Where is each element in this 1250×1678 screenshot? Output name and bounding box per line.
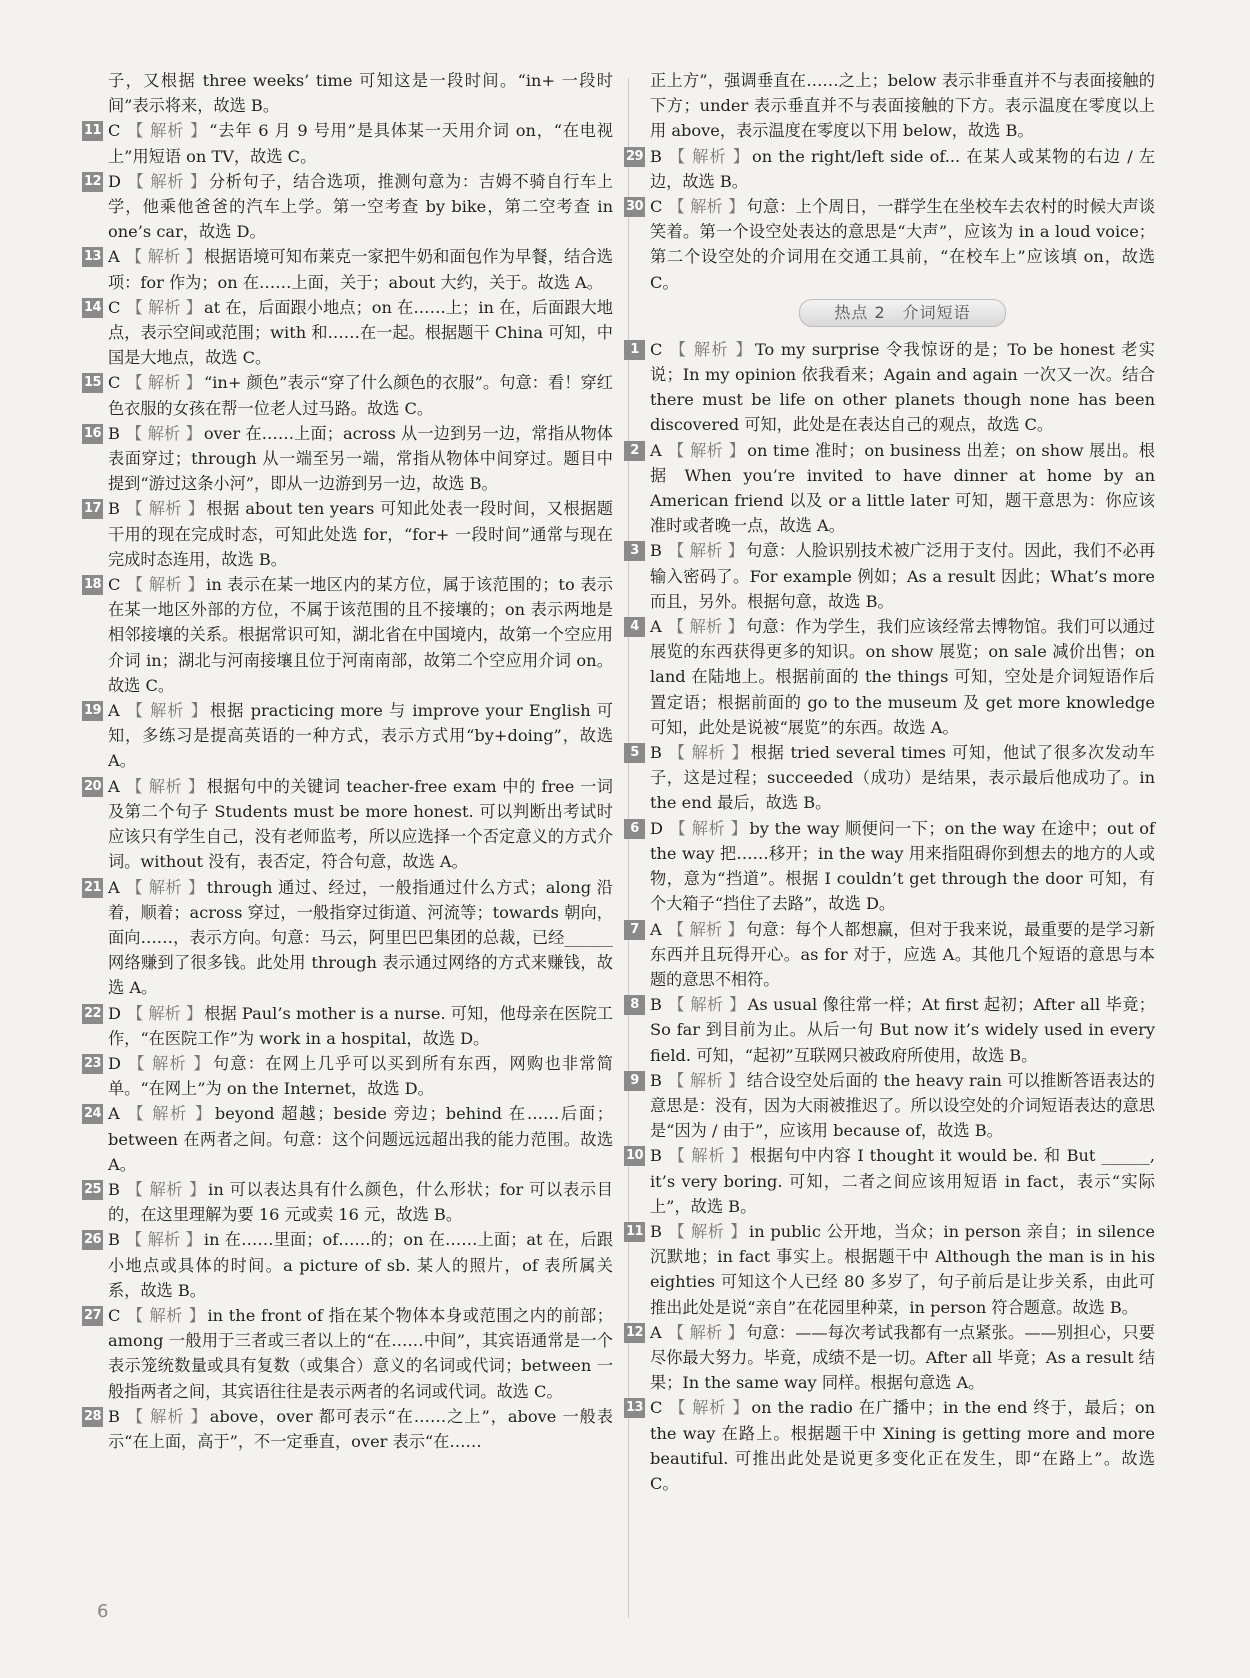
answer-letter: A bbox=[650, 440, 662, 460]
question-number: 22 bbox=[82, 1004, 103, 1024]
explanation-text: in 在……里面；of……的；on 在……上面；at 在，后跟小地点或具体的时间。a picture of sb. 某人的照片，of 表所属关系，故选 B。 bbox=[108, 1230, 613, 1300]
answer-letter: D bbox=[108, 1053, 121, 1073]
answer-letter: C bbox=[650, 197, 663, 217]
explanation-text: 根据 Paul’s mother is a nurse. 可知，他母亲在医院工作，“在医院工作”为 work in a hospital，故选 D。 bbox=[108, 1003, 613, 1048]
explanation-text: on the right/left side of... 在某人或某物的右边 / 左边，故选 B。 bbox=[650, 146, 1156, 191]
analysis-tag: 【 解析 】 bbox=[126, 297, 203, 317]
answer-entry bbox=[630, 538, 1156, 614]
question-number: 10 bbox=[624, 1146, 645, 1166]
answer-entry bbox=[630, 740, 1155, 816]
answer-letter: D bbox=[108, 171, 121, 191]
analysis-tag: 【 解析 】 bbox=[126, 121, 208, 141]
analysis-tag: 【 解析 】 bbox=[125, 499, 205, 519]
analysis-tag: 【 解析 】 bbox=[667, 995, 746, 1015]
right-column bbox=[625, 68, 1156, 1496]
explanation-text: through 通过、经过，一般指通过什么方式；along 沿着，顺着；across 穿过，一般指穿过街道、河流等；towards 朝向，面向……，表示方向。句意：马云，阿里巴巴集团的总裁，已经______网络赚到了很多钱。此处用 through 表示通过网络的方式来赚钱，故选 A。 bbox=[108, 877, 613, 998]
explanation-text: in 表示在某一地区内的某方位，属于该范围的；to 表示在某一地区外部的方位，不属于该范围的且不接壤的；on 表示两地是相邻接壤的关系。根据常识可知，湖北省在中国境内，故第一个空应用介词 in；湖北与河南接壤且位于河南南部，故第二个空应用介词 on。故选 C。 bbox=[108, 575, 613, 695]
explanation-text: “去年 6 月 9 号用”是具体某一天用介词 on，“在电视上”用短语 on TV，故选 C。 bbox=[108, 121, 613, 166]
analysis-tag: 【 解析 】 bbox=[667, 440, 746, 460]
answer-letter: C bbox=[650, 339, 663, 359]
answer-letter: C bbox=[108, 1305, 121, 1325]
answer-letter: B bbox=[650, 1070, 662, 1090]
answer-letter: A bbox=[108, 776, 120, 796]
left-entry-list bbox=[83, 118, 614, 1454]
explanation-text: 句意：作为学生，我们应该经常去博物馆。我们可以通过展览的东西获得更多的知识。on show 展览；on sale 减价出售；on land 在陆地上。根据前面的 the things 可知，空处是介词短语作后置定语；根据前面的 go to the museum 及 get more knowledge 可知，此处是说被“展览”的东西。故选 A。 bbox=[650, 617, 1155, 737]
question-number: 23 bbox=[82, 1054, 103, 1074]
analysis-tag: 【 解析 】 bbox=[125, 776, 205, 796]
explanation-text: 根据句中内容 I thought it would be. 和 But ______, it’s very boring. 可知，二者之间应该用短语 in fact，表示“实际上”，故选 B。 bbox=[650, 1146, 1155, 1216]
question-number: 28 bbox=[82, 1407, 103, 1427]
answer-letter: A bbox=[650, 1322, 662, 1342]
answer-entry bbox=[83, 244, 613, 294]
explanation-text: 根据语境可知布莱克一家把牛奶和面包作为早餐，结合选项：for 作为；on 在……上面，关于；about 大约，关于。故选 A。 bbox=[108, 247, 613, 292]
answer-entry bbox=[83, 496, 613, 572]
explanation-text: 句意：在网上几乎可以买到所有东西，网购也非常简单。“在网上”为 on the Internet，故选 D。 bbox=[108, 1053, 613, 1099]
answer-letter: C bbox=[108, 373, 121, 393]
explanation-text: 根据 tried several times 可知，他试了很多次发动车子，这是过程；succeeded（成功）是结果，表示最后他成功了。in the end 最后，故选 B。 bbox=[650, 743, 1155, 813]
question-number: 30 bbox=[624, 197, 645, 217]
explanation-text: above，over 都可表示“在……之上”，above 一般表示“在上面，高于”，不一定垂直，over 表示“在…… bbox=[108, 1406, 613, 1451]
question-number: 20 bbox=[82, 777, 103, 797]
answer-entry bbox=[83, 370, 613, 420]
answer-entry bbox=[83, 169, 614, 245]
explanation-text: on time 准时；on business 出差；on show 展出。根据 When you’re invited to have dinner at home by an American friend 以及 or a little later 可知，题干意思为：你应该准时或者晚一点，故选 A。 bbox=[650, 440, 1155, 536]
answer-letter: C bbox=[650, 1398, 663, 1418]
analysis-tag: 【 解析 】 bbox=[667, 146, 750, 166]
explanation-text: 句意：——每次考试我都有一点紧张。——别担心，只要尽你最大努力。毕竟，成绩不是一切。After all 毕竟；As a result 结果；In the same way 同样。根据句意选 A。 bbox=[650, 1322, 1155, 1393]
question-number: 13 bbox=[82, 247, 103, 267]
answer-entry bbox=[83, 421, 613, 497]
question-number: 25 bbox=[82, 1180, 103, 1200]
analysis-tag: 【 解析 】 bbox=[668, 197, 745, 217]
question-number: 5 bbox=[624, 743, 645, 763]
answer-entry bbox=[630, 337, 1155, 438]
analysis-tag: 【 解析 】 bbox=[125, 877, 205, 897]
analysis-tag: 【 解析 】 bbox=[125, 1406, 208, 1426]
answer-letter: B bbox=[108, 1230, 120, 1250]
answer-entry bbox=[83, 1177, 613, 1227]
explanation-text: in public 公开地，当众；in person 亲自；in silence 沉默地；in fact 事实上。根据题干中 Although the man is in his eighties 可知这个人已经 80 多岁了，句子前后是让步关系，由此可推出此处是说“亲自”在花园里种菜，in person 符合题意。故选 B。 bbox=[650, 1221, 1156, 1317]
explanation-text: in 可以表达具有什么颜色，什么形状；for 可以表示目的，在这里理解为要 16 元或卖 16 元，故选 B。 bbox=[108, 1179, 613, 1225]
answer-letter: B bbox=[108, 423, 120, 443]
explanation-text: “in+ 颜色”表示“穿了什么颜色的衣服”。句意：看！穿红色衣服的女孩在帮一位老人过马路。故选 C。 bbox=[108, 373, 613, 418]
left-column bbox=[83, 68, 614, 1454]
page-number: 6 bbox=[97, 1601, 109, 1622]
answer-entry bbox=[83, 118, 613, 168]
explanation-text: 句意：上个周日，一群学生在坐校车去农村的时候大声谈笑着。第一个设空处表达的意思是“大声”，应该为 in a loud voice；第二个设空处的介词用在交通工具前，“在校车上”应该填 on，故选 C。 bbox=[650, 197, 1156, 292]
question-number: 27 bbox=[82, 1306, 103, 1326]
answer-entry bbox=[625, 1143, 1155, 1219]
answer-letter: B bbox=[650, 146, 662, 166]
question-number: 18 bbox=[82, 575, 103, 595]
section-header bbox=[650, 299, 1155, 327]
analysis-tag: 【 解析 】 bbox=[126, 1305, 206, 1325]
answer-entry bbox=[625, 144, 1156, 194]
analysis-tag: 【 解析 】 bbox=[668, 818, 748, 838]
answer-entry bbox=[83, 295, 613, 371]
answer-entry bbox=[630, 816, 1155, 917]
question-number: 9 bbox=[624, 1071, 645, 1091]
answer-letter: B bbox=[108, 499, 120, 519]
explanation-text: 分析句子，结合选项，推测句意为：吉姆不骑自行车上学，他乘他爸爸的汽车上学。第一空考查 by bike，第二空考查 in one’s car，故选 D。 bbox=[108, 171, 614, 242]
analysis-tag: 【 解析 】 bbox=[126, 575, 205, 595]
answer-entry bbox=[83, 1051, 613, 1101]
analysis-tag: 【 解析 】 bbox=[667, 1221, 748, 1241]
question-number: 26 bbox=[82, 1230, 103, 1250]
analysis-tag: 【 解析 】 bbox=[126, 1003, 203, 1023]
analysis-tag: 【 解析 】 bbox=[126, 1053, 211, 1073]
answer-letter: B bbox=[650, 995, 662, 1015]
answer-letter: A bbox=[108, 247, 120, 267]
answer-letter: B bbox=[650, 1221, 662, 1241]
explanation-text: To my surprise 令我惊讶的是；To be honest 老实说；In my opinion 依我看来；Again and again 一次又一次。结合 there must be life on other planets though none has been discovered 可知，此处是在表达自己的观点，故选 C。 bbox=[650, 339, 1155, 435]
answer-letter: B bbox=[108, 1406, 120, 1426]
answer-letter: A bbox=[650, 919, 662, 939]
answer-entry bbox=[83, 875, 613, 1001]
analysis-tag: 【 解析 】 bbox=[126, 373, 202, 393]
analysis-tag: 【 解析 】 bbox=[667, 541, 745, 561]
analysis-tag: 【 解析 】 bbox=[667, 919, 744, 939]
question-number: 2 bbox=[624, 441, 645, 461]
explanation-text: in the front of 指在某个物体本身或范围之内的前部；among 一般用于三者或三者以上的“在……中间”，其宾语通常是一个表示笼统数量或具有复数（或集合）意义的名词或代词；between 一般指两者之间，其宾语往往是表示两者的名词或代词。故选 C。 bbox=[108, 1305, 613, 1401]
question-number: 24 bbox=[82, 1104, 103, 1124]
answer-entry bbox=[630, 614, 1155, 740]
answer-letter: B bbox=[108, 1179, 120, 1199]
analysis-tag: 【 解析 】 bbox=[125, 1230, 202, 1250]
answer-entry bbox=[630, 917, 1155, 993]
answer-letter: B bbox=[650, 541, 662, 561]
explanation-text: 结合设空处后面的 the heavy rain 可以推断答语表达的意思是：没有，因为大雨被推迟了。所以设空处的介词短语表达的意思是“因为 / 由于”，应该用 because of，故选 B。 bbox=[650, 1070, 1155, 1141]
analysis-tag: 【 解析 】 bbox=[667, 743, 749, 763]
right-entry-list-a bbox=[625, 144, 1156, 295]
question-number: 12 bbox=[82, 172, 103, 192]
answer-entry bbox=[83, 1303, 613, 1404]
question-number: 11 bbox=[82, 121, 103, 141]
answer-entry bbox=[83, 572, 613, 698]
analysis-tag: 【 解析 】 bbox=[125, 423, 202, 443]
analysis-tag: 【 解析 】 bbox=[125, 1179, 207, 1199]
answer-letter: A bbox=[108, 701, 120, 721]
analysis-tag: 【 解析 】 bbox=[667, 617, 744, 637]
question-number: 3 bbox=[624, 541, 645, 561]
analysis-tag: 【 解析 】 bbox=[125, 247, 202, 267]
answer-letter: D bbox=[650, 818, 663, 838]
explanation-text: 句意：人脸识别技术被广泛用于支付。因此，我们不必再输入密码了。For example 例如；As a result 因此；What’s more 而且，另外。根据句意，故选 B。 bbox=[650, 541, 1156, 611]
answer-entry bbox=[83, 1001, 613, 1051]
answer-entry bbox=[83, 698, 613, 774]
right-entry-list-b bbox=[625, 337, 1156, 1496]
answer-letter: C bbox=[108, 121, 121, 141]
answer-letter: A bbox=[650, 617, 662, 637]
explanation-text: by the way 顺便问一下；on the way 在途中；out of the way 把……移开；in the way 用来指阻碍你到想去的地方的人或物，意为“挡道”。根据 I couldn’t get through the door 可知，有个大箱子“挡住了去路”，故选 D。 bbox=[650, 818, 1155, 914]
analysis-tag: 【 解析 】 bbox=[668, 1398, 750, 1418]
question-number: 4 bbox=[624, 617, 645, 637]
explanation-text: 根据句中的关键词 teacher-free exam 中的 free 一词及第二个句子 Students must be more honest. 可以判断出考试时应该只有学生自己，没有老师监考，所以应选择一个否定意义的方式介词。without 没有，表否定，符合句意，故选 A。 bbox=[108, 776, 613, 872]
analysis-tag: 【 解析 】 bbox=[667, 1146, 749, 1166]
explanation-text: 根据 practicing more 与 improve your English 可知，多练习是提高英语的一种方式，表示方式用“by+doing”，故选 A。 bbox=[108, 701, 613, 771]
answer-entry bbox=[83, 1101, 613, 1177]
question-number: 14 bbox=[82, 298, 103, 318]
answer-entry bbox=[630, 438, 1155, 539]
answer-entry bbox=[83, 1404, 613, 1454]
question-number: 11 bbox=[624, 1222, 645, 1242]
explanation-text: beyond 超越；beside 旁边；behind 在……后面；between 在两者之间。句意：这个问题远远超出我的能力范围。故选 A。 bbox=[108, 1104, 613, 1174]
explanation-text: 根据 about ten years 可知此处表一段时间，又根据题干用的现在完成时态，可知此处选 for，“for+ 一段时间”通常与现在完成时态连用，故选 B。 bbox=[108, 499, 613, 569]
answer-entry bbox=[625, 1219, 1156, 1320]
question-number: 15 bbox=[82, 373, 103, 393]
answer-letter: B bbox=[650, 743, 662, 763]
answer-letter: A bbox=[108, 1104, 120, 1124]
answer-entry bbox=[625, 194, 1156, 295]
analysis-tag: 【 解析 】 bbox=[126, 171, 207, 191]
question-number: 21 bbox=[82, 878, 103, 898]
question-number: 17 bbox=[82, 499, 103, 519]
answer-entry bbox=[625, 1395, 1155, 1496]
question-number: 7 bbox=[624, 920, 645, 940]
question-number: 8 bbox=[624, 995, 645, 1015]
explanation-text: As usual 像往常一样；At first 起初；After all 毕竟；So far 到目前为止。从后一句 But now it’s widely used in every field. 可知，“起初”互联网只被政府所使用，故选 B。 bbox=[650, 995, 1155, 1065]
section-title: 热点 2 介词短语 bbox=[799, 299, 1005, 327]
explanation-text: on the radio 在广播中；in the end 终于，最后；on the way 在路上。根据题干中 Xining is getting more and more beautiful. 可推出此处是说更多变化正在发生，即“在路上”。故选 C。 bbox=[650, 1398, 1155, 1493]
analysis-tag: 【 解析 】 bbox=[667, 1070, 745, 1090]
question-number: 29 bbox=[624, 147, 645, 167]
analysis-tag: 【 解析 】 bbox=[125, 1104, 213, 1124]
question-number: 12 bbox=[624, 1323, 645, 1343]
question-number: 16 bbox=[82, 424, 103, 444]
answer-entry bbox=[83, 1227, 613, 1303]
question-number: 13 bbox=[624, 1398, 645, 1418]
answer-letter: C bbox=[108, 575, 121, 595]
answer-entry bbox=[630, 992, 1155, 1068]
answer-letter: C bbox=[108, 297, 121, 317]
answer-entry bbox=[625, 1320, 1155, 1396]
answer-letter: D bbox=[108, 1003, 121, 1023]
explanation-text: at 在，后面跟小地点；on 在……上；in 在，后面跟大地点，表示空间或范围；with 和……在一起。根据题干 China 可知，中国是大地点，故选 C。 bbox=[108, 297, 613, 368]
answer-letter: B bbox=[650, 1146, 662, 1166]
answer-entry bbox=[83, 774, 613, 875]
analysis-tag: 【 解析 】 bbox=[667, 1322, 745, 1342]
answer-letter: A bbox=[108, 877, 120, 897]
analysis-tag: 【 解析 】 bbox=[668, 339, 754, 359]
explanation-text: over 在……上面；across 从一边到另一边，常指从物体表面穿过；through 从一端至另一端，常指从物体中间穿过。题目中提到“游过这条小河”，即从一边游到另一边，故选 B。 bbox=[108, 423, 613, 494]
analysis-tag: 【 解析 】 bbox=[125, 701, 209, 721]
explanation-text: 句意：每个人都想赢，但对于我来说，最重要的是学习新东西并且玩得开心。as for 对于，应选 A。其他几个短语的意思与本题的意思不相符。 bbox=[650, 919, 1155, 989]
column-divider bbox=[628, 78, 629, 1618]
question-number: 6 bbox=[624, 819, 645, 839]
answer-entry bbox=[630, 1068, 1155, 1144]
question-number: 1 bbox=[624, 340, 645, 360]
left-intro-text: 子，又根据 three weeks’ time 可知这是一段时间。“in+ 一段时间”表示将来，故选 B。 bbox=[108, 71, 613, 116]
right-intro-text: 正上方”，强调垂直在……之上；below 表示非垂直并不与表面接触的下方；under 表示垂直并不与表面接触的下方。表示温度在零度以上用 above，表示温度在零度以下用 below，故选 B。 bbox=[650, 71, 1155, 141]
question-number: 19 bbox=[82, 701, 103, 721]
